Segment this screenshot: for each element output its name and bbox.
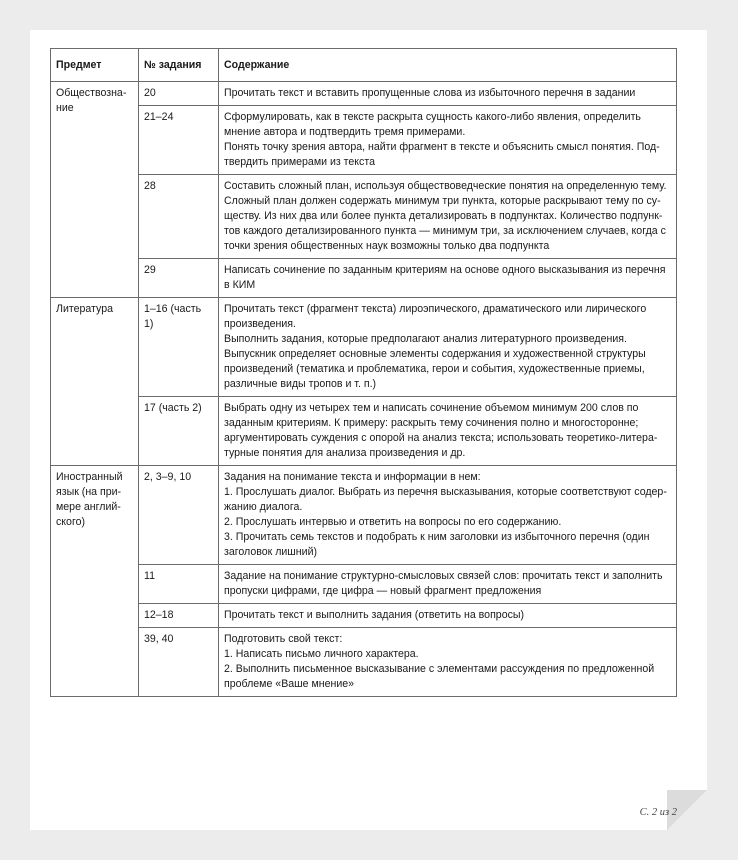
subject-cell (51, 82, 139, 298)
subject-cell (51, 466, 139, 697)
table-row (51, 628, 677, 697)
cell-text-line: Литература (56, 303, 113, 315)
cell-text-line: Написать сочинение по заданным критериям на основе одного высказывания из перечня в КИМ (224, 264, 666, 291)
content-cell (219, 628, 677, 697)
content-cell (219, 82, 677, 106)
cell-text-line: Задания на понимание текста и информации в нем: (224, 471, 481, 483)
cell-text-line: 3. Прочитать семь текстов и подобрать к ним заголовки из избыточного перечня (один заголовок лишний) (224, 531, 650, 558)
task-number-cell: 2, 3–9, 10 (139, 466, 219, 565)
exam-tasks-table (50, 48, 677, 697)
table-row (51, 397, 677, 466)
header-content: Содержание (219, 49, 677, 82)
cell-text-line: 1. Прослушать диалог. Выбрать из перечня высказывания, которые соответствуют содер-жанию диалога. (224, 486, 667, 513)
task-number-cell: 21–24 (139, 106, 219, 175)
table-row (51, 82, 677, 106)
table-body (51, 82, 677, 697)
task-number-cell: 29 (139, 259, 219, 298)
table-row (51, 604, 677, 628)
table-row (51, 259, 677, 298)
cell-text-line: Прочитать текст и выполнить задания (ответить на вопросы) (224, 609, 525, 621)
cell-text-line: Задание на понимание структурно-смысловых связей слов: прочитать текст и заполнить пропуски цифрами, где цифра — новый фрагмент предложения (224, 570, 663, 597)
cell-text-line: Выпускник определяет основные элементы содержания и художественной структуры произведений (тематика и проблематика, герои и события, художественные приемы, различные виды тропов и т. п.) (224, 348, 646, 390)
cell-text-line: Прочитать текст (фрагмент текста) лироэпического, драматического или лирического произведения. (224, 303, 647, 330)
table-row (51, 565, 677, 604)
header-task-number-sign: № (144, 58, 156, 71)
cell-text-line: Прочитать текст и вставить пропущенные слова из избыточного перечня в задании (224, 87, 636, 99)
header-subject: Предмет (51, 49, 139, 82)
table-row (51, 175, 677, 259)
table-row (51, 298, 677, 397)
cell-text-line: Выбрать одну из четырех тем и написать сочинение объемом минимум 200 слов по заданным критериям. К примеру: раскрыть тему сочинения полно и многосторонне; аргументировать суждения с опорой на анализ текста; использовать теоретико-литера-турные понятия для анализа произведения и др. (224, 402, 658, 459)
cell-text-line: Подготовить свой текст: (224, 633, 343, 645)
cell-text-line: Иностранный язык (на при-мере англий-ского) (56, 471, 123, 528)
cell-text-line: 2. Выполнить письменное высказывание с элементами рассуждения по предложенной проблеме «Ваше мнение» (224, 663, 655, 690)
cell-text-line: 1. Написать письмо личного характера. (224, 648, 419, 660)
content-cell (219, 397, 677, 466)
table-row (51, 106, 677, 175)
task-number-cell: 39, 40 (139, 628, 219, 697)
content-cell (219, 565, 677, 604)
cell-text-line: Составить сложный план, используя обществоведческие понятия на определенную тему. Сложный план должен содержать минимум три пункта, которые раскрывают тему по су-ществу. Из них два или более пункта детализировать в подпунктах. Количество подпунк-тов каждого детализированного пункта — минимум три, за исключением случаев, когда с точки зрения общественных наук возможны только два подпункта (224, 180, 667, 252)
cell-text-line: Обществозна- (56, 87, 127, 99)
content-cell (219, 175, 677, 259)
content-cell (219, 604, 677, 628)
content-cell (219, 106, 677, 175)
content-cell (219, 298, 677, 397)
task-number-cell: 12–18 (139, 604, 219, 628)
task-number-cell: 17 (часть 2) (139, 397, 219, 466)
cell-text-line: 2. Прослушать интервью и ответить на вопросы по его содержанию. (224, 516, 562, 528)
document-page (30, 30, 707, 830)
task-number-cell: 28 (139, 175, 219, 259)
header-task-number-word: задания (158, 58, 202, 71)
header-task-number (139, 49, 219, 82)
table-row (51, 466, 677, 565)
cell-text-line: Понять точку зрения автора, найти фрагмент в тексте и объяснить смысл понятия. Под-твердить примерами из текста (224, 141, 660, 168)
task-number-cell: 20 (139, 82, 219, 106)
cell-text-line: Выполнить задания, которые предполагают анализ литературного произведения. (224, 333, 627, 345)
content-cell (219, 259, 677, 298)
cell-text-line: ние (56, 102, 74, 114)
page-number: С. 2 из 2 (639, 807, 677, 818)
subject-cell (51, 298, 139, 466)
task-number-cell: 11 (139, 565, 219, 604)
cell-text-line: Сформулировать, как в тексте раскрыта сущность какого-либо явления, определить мнение автора и подтвердить тремя примерами. (224, 111, 641, 138)
table-header-row (51, 49, 677, 82)
content-cell (219, 466, 677, 565)
task-number-cell: 1–16 (часть 1) (139, 298, 219, 397)
